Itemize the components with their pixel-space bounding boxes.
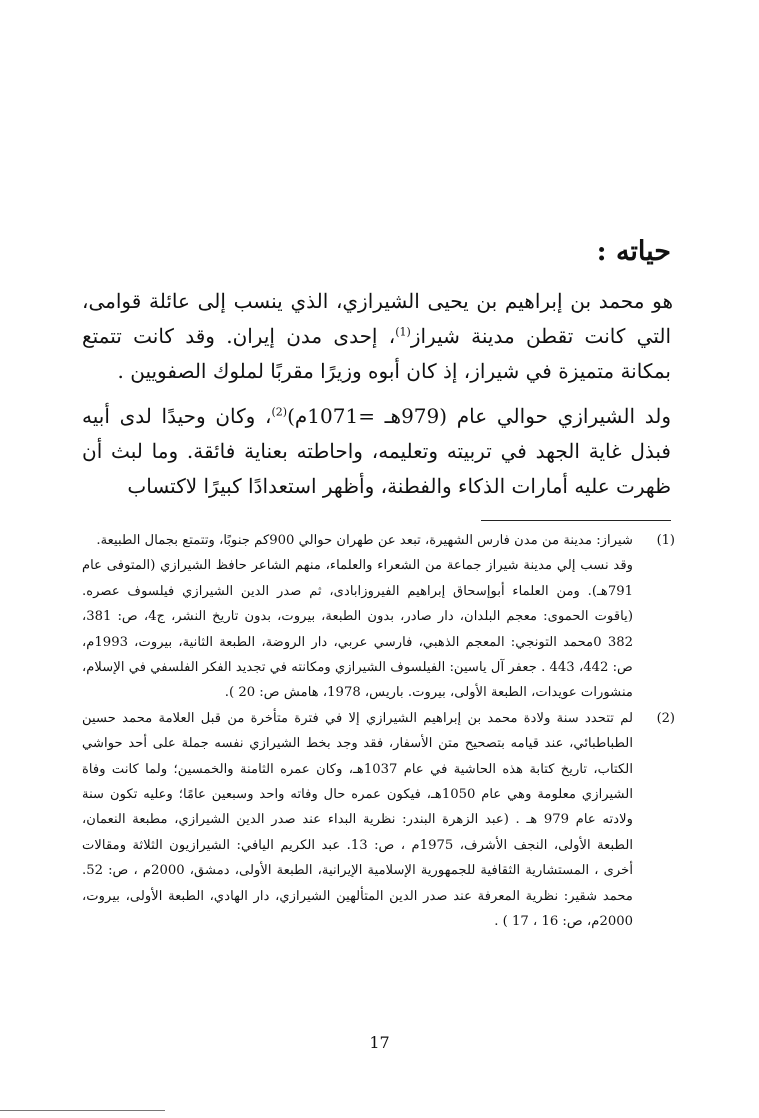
footnotes: [82, 528, 675, 935]
footnote-text: وقد نسب إلي مدينة شيراز جماعة من الشعراء والعلماء، منهم الشاعر حافظ الشيرازي (المتوفى عام 791هـ). ومن العلماء أبوإسحاق إبراهيم الفيروزابادى، ثم صدر الدين الشيرازي فيلسوف عصره. (ياقوت الحموى: معجم البلدان، دار صادر، بدون الطبعة، بيروت، بدون تاريخ النشر، ج4، ص: 381، 382 0محمد التونجي: المعجم الذهبي، فارسي عربي، دار الروضة، الطبعة الثانية، بيروت، 1993م، ص: 442، 443 . جعفر آل ياسين: الفيلسوف الشيرازي ومكانته في تجديد الفكر الفلسفي في الإسلام، منشورات عويدات، الطبعة الأولى، بيروت. باريس، 1978، هامش ص: 20 ).: [82, 558, 633, 701]
footnote-number: (1): [656, 533, 675, 548]
body-paragraph-1: [82, 284, 671, 389]
footnote-number: (2): [656, 710, 675, 726]
footnote-separator: [481, 520, 671, 521]
main-text: [82, 284, 671, 514]
body-paragraph-2: [82, 399, 671, 504]
footnote-1: [82, 528, 675, 706]
footnote-text: لم تتحدد سنة ولادة محمد بن إبراهيم الشيرازي إلا في فترة متأخرة من قبل العلامة محمد حسين الطباطبائي، عند قيامه بتصحيح متن الأسفار، فقد وجد بخط الشيرازي نفسه جملة على أحد حواشي الكتاب، تاريخ كتابة هذه الحاشية في عام 1037هـ، وكان عمره الثامنة والخمسين؛ ولما كانت وفاة الشيرازي معلومة وهي عام 1050هـ، فيكون عمره حال وفاته واحد وسبعين عامًا؛ وعليه تكون سنة ولادته عام 979 هـ . (عبد الزهرة البندر: نظرية البداء عند صدر الدين الشيرازي، مطبعة النعمان، الطبعة الأولى، النجف الأشرف، 1975م ، ص: 13. عبد الكريم اليافي: الشيرازيون الثلاثة ومقالات أخرى ، المستشارية الثقافية للجمهورية الإسلامية الإيرانية، الطبعة الأولى، دمشق، 2000م ، ص: 52. محمد شقير: نظرية المعرفة عند صدر الدين المتألهين الشيرازي، دار الهادي، الطبعة الأولى، بيروت، 2000م، ص: 16 ، 17 ) .: [82, 710, 633, 930]
footnote-ref-2: (2): [271, 405, 288, 419]
paragraph-1-text-start: هو محمد بن إبراهيم بن يحيى الشيرازي، الذي ينسب إلى عائلة قوامى، التي كانت تقطن مدينة شيراز: [82, 289, 673, 348]
paragraph-1-text-end: ، إحدى مدن إيران. وقد كانت تتمتع بمكانة متميزة في شيراز، إذ كان أبوه وزيرًا مقربًا لملوك الصفويين .: [82, 324, 671, 383]
section-heading: حياته :: [596, 236, 671, 267]
paragraph-2-text-end: ، وكان وحيدًا لدى أبيه فبذل غاية الجهد في تربيته وتعليمه، واحاطته بعناية فائقة. وما لبث أن ظهرت عليه أمارات الذكاء والفطنة، وأظهر استعدادًا كبيرًا لاكتساب: [82, 404, 671, 498]
footnote-text: شيراز: مدينة من مدن فارس الشهيرة، تبعد عن طهران حوالي 900كم جنوبًا، وتتمتع بجمال الطبيعة.: [96, 533, 633, 548]
scan-edge-line: [0, 1110, 165, 1111]
footnote-2: [82, 706, 675, 935]
paragraph-2-text-start: ولد الشيرازي حوالي عام (979هـ =1071م): [287, 404, 671, 428]
footnote-ref-1: (1): [395, 325, 411, 339]
page-number: 17: [369, 1033, 390, 1052]
